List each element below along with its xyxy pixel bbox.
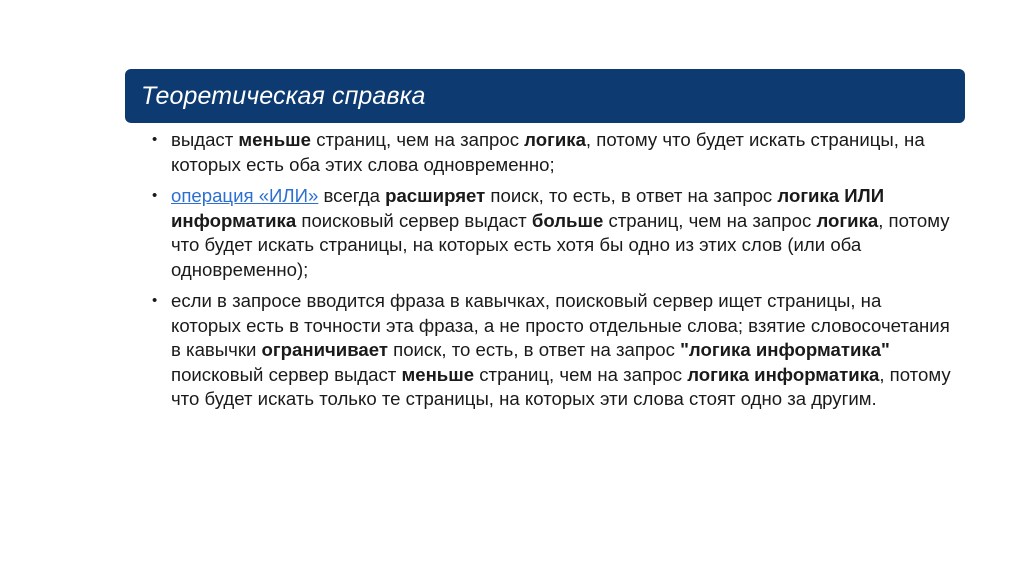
bullet-text — [171, 129, 925, 175]
bullet-item — [152, 289, 952, 412]
bullet-list — [152, 128, 952, 419]
bullet-icon: • — [152, 187, 158, 204]
text-run: страниц, чем на запрос — [311, 129, 525, 150]
link-operation-or[interactable]: операция «ИЛИ» — [171, 185, 319, 206]
text-run: , потому что будет искать страницы, на которых есть оба этих слова одновременно; — [171, 129, 925, 175]
text-run: выдаст — [171, 129, 239, 150]
bullet-icon: • — [152, 292, 158, 309]
text-run: поиск, то есть, в ответ на запрос — [485, 185, 778, 206]
text-run: страниц, чем на запрос — [603, 209, 817, 231]
bullet-icon: • — [152, 131, 158, 148]
bold-term: логика — [816, 209, 879, 231]
bullet-text — [171, 290, 951, 409]
text-run: поисковый сервер выдаст — [171, 363, 402, 385]
bullet-item — [152, 184, 952, 282]
bold-term: логика ИЛИ информатика — [171, 185, 885, 231]
text-run: поиск, то есть, в ответ на запрос — [387, 339, 681, 360]
bold-term: ограничивает — [261, 339, 388, 360]
text-run: , потому что будет искать страницы, на которых есть хотя бы одно из этих слов (или оба одновременно); — [171, 209, 950, 280]
bold-term: расширяет — [385, 185, 486, 206]
bold-term: логика информатика — [687, 363, 880, 385]
text-run: если в запросе вводится фраза в кавычках, поисковый сервер ищет страницы, на которых есть в точности эта фраза, а не просто отдельные слова; взятие словосочетания в кавычки — [171, 290, 950, 360]
bold-term: "логика информатика" — [680, 339, 890, 360]
title-bar — [125, 69, 965, 123]
text-run: , потому что будет искать только те страницы, на которых эти слова стоят одно за другим. — [171, 363, 951, 409]
text-run: всегда — [318, 185, 386, 206]
bullet-item — [152, 128, 952, 177]
bold-term: больше — [531, 209, 604, 231]
text-run: поисковый сервер выдаст — [296, 209, 532, 231]
bold-term: меньше — [401, 363, 475, 385]
bullet-text — [171, 185, 950, 280]
bold-term: меньше — [238, 129, 312, 150]
text-run: страниц, чем на запрос — [474, 363, 688, 385]
slide-title: Теоретическая справка — [141, 81, 426, 110]
bold-term: логика — [524, 129, 586, 150]
